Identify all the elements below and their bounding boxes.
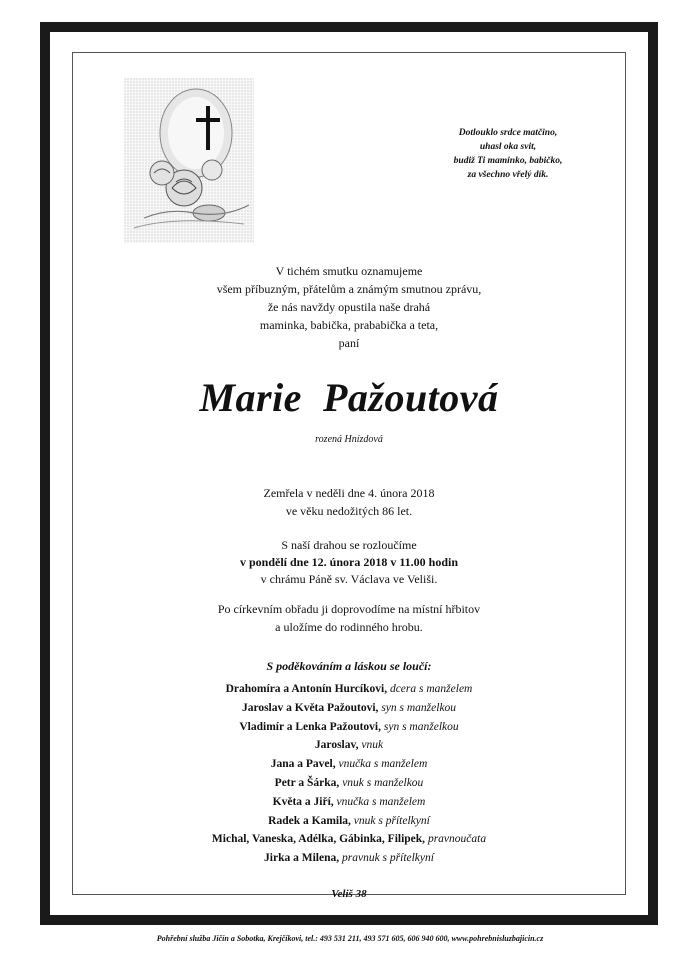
mourner-row — [50, 736, 648, 755]
burial-info — [50, 600, 648, 636]
mourner-relation: vnuk — [361, 739, 384, 752]
farewell-line: S naší drahou se rozloučíme — [281, 538, 417, 552]
mourner-relation: pravnoučata — [427, 833, 487, 846]
mourner-name: Květa a Jiří, — [272, 795, 334, 808]
mourners-list — [50, 680, 648, 868]
farewell-location: v chrámu Páně sv. Václava ve Veliši. — [260, 572, 438, 586]
intro-line: že nás navždy opustila naše drahá — [267, 300, 431, 314]
death-info — [50, 484, 648, 520]
funeral-service-footer: Pohřební služba Jičín a Sobotka, Krejčíkovi, tel.: 493 531 211, 493 571 605, 606 940 600, www.pohrebnisluzbajicin.cz — [156, 934, 544, 943]
mourner-relation: vnuk s manželkou — [342, 776, 424, 789]
mourner-name: Petr a Šárka, — [274, 776, 340, 789]
cross-icon — [206, 106, 210, 150]
mourner-row — [50, 793, 648, 812]
mourner-relation: vnučka s manželem — [336, 795, 426, 808]
mourner-relation: dcera s manželem — [389, 683, 473, 695]
intro-line: všem příbuzným, přátelům a známým smutnou zprávu, — [216, 282, 482, 296]
mourner-row — [50, 680, 648, 699]
mourner-relation: syn s manželkou — [383, 720, 459, 733]
death-line: Zemřela v neděli dne 4. února 2018 — [263, 486, 435, 500]
mourner-row — [50, 755, 648, 774]
mourner-row — [50, 849, 648, 868]
mourner-relation: vnuk s přítelkyní — [353, 814, 430, 827]
intro-line: paní — [338, 336, 360, 350]
mourner-name: Jaroslav, — [314, 739, 359, 752]
mourner-row — [50, 830, 648, 849]
mourner-row — [50, 699, 648, 718]
deceased-name: Marie Pažoutová — [199, 375, 499, 420]
mourner-name: Jana a Pavel, — [270, 758, 336, 771]
intro-line: maminka, babička, prababička a teta, — [259, 318, 439, 332]
announcement-intro — [50, 262, 648, 352]
mourner-name: Vladimír a Lenka Pažoutovi, — [239, 720, 381, 733]
intro-line: V tichém smutku oznamujeme — [275, 264, 423, 278]
mourner-row — [50, 812, 648, 831]
mourner-row — [50, 774, 648, 793]
farewell-info — [50, 537, 648, 588]
mourner-name: Jirka a Milena, — [264, 852, 340, 865]
mourning-border — [40, 22, 658, 925]
mourner-relation: syn s manželkou — [381, 701, 457, 714]
burial-line: Po církevním obřadu ji doprovodíme na místní hřbitov — [217, 602, 481, 616]
burial-line: a uložíme do rodinného hrobu. — [275, 620, 423, 634]
mourner-name: Jaroslav a Květa Pažoutovi, — [241, 701, 379, 714]
mourner-row — [50, 718, 648, 737]
sender-address: Veliš 38 — [331, 888, 367, 900]
poem-line: uhasl oka svit, — [479, 142, 537, 152]
maiden-name: rozená Hnízdová — [315, 434, 383, 445]
mourner-name: Michal, Vaneska, Adélka, Gábinka, Filipek, — [211, 833, 426, 846]
poem — [428, 126, 588, 182]
poem-line: budiž Ti maminko, babičko, — [453, 156, 563, 166]
mourners-heading: S poděkováním a láskou se loučí: — [266, 659, 432, 673]
farewell-date: v pondělí dne 12. února 2018 v 11.00 hodin — [239, 555, 459, 569]
mourner-relation: pravnuk s přítelkyní — [341, 852, 434, 865]
mourner-relation: vnučka s manželem — [338, 758, 428, 771]
mourner-name: Drahomíra a Antonín Hurcíkovi, — [225, 683, 388, 695]
poem-line: za všechno vřelý dík. — [467, 170, 549, 180]
mourner-name: Radek a Kamila, — [268, 814, 351, 827]
death-line: ve věku nedožitých 86 let. — [285, 504, 413, 518]
poem-line: Dotlouklo srdce matčino, — [458, 128, 558, 138]
cross-roses-emblem — [124, 78, 254, 243]
